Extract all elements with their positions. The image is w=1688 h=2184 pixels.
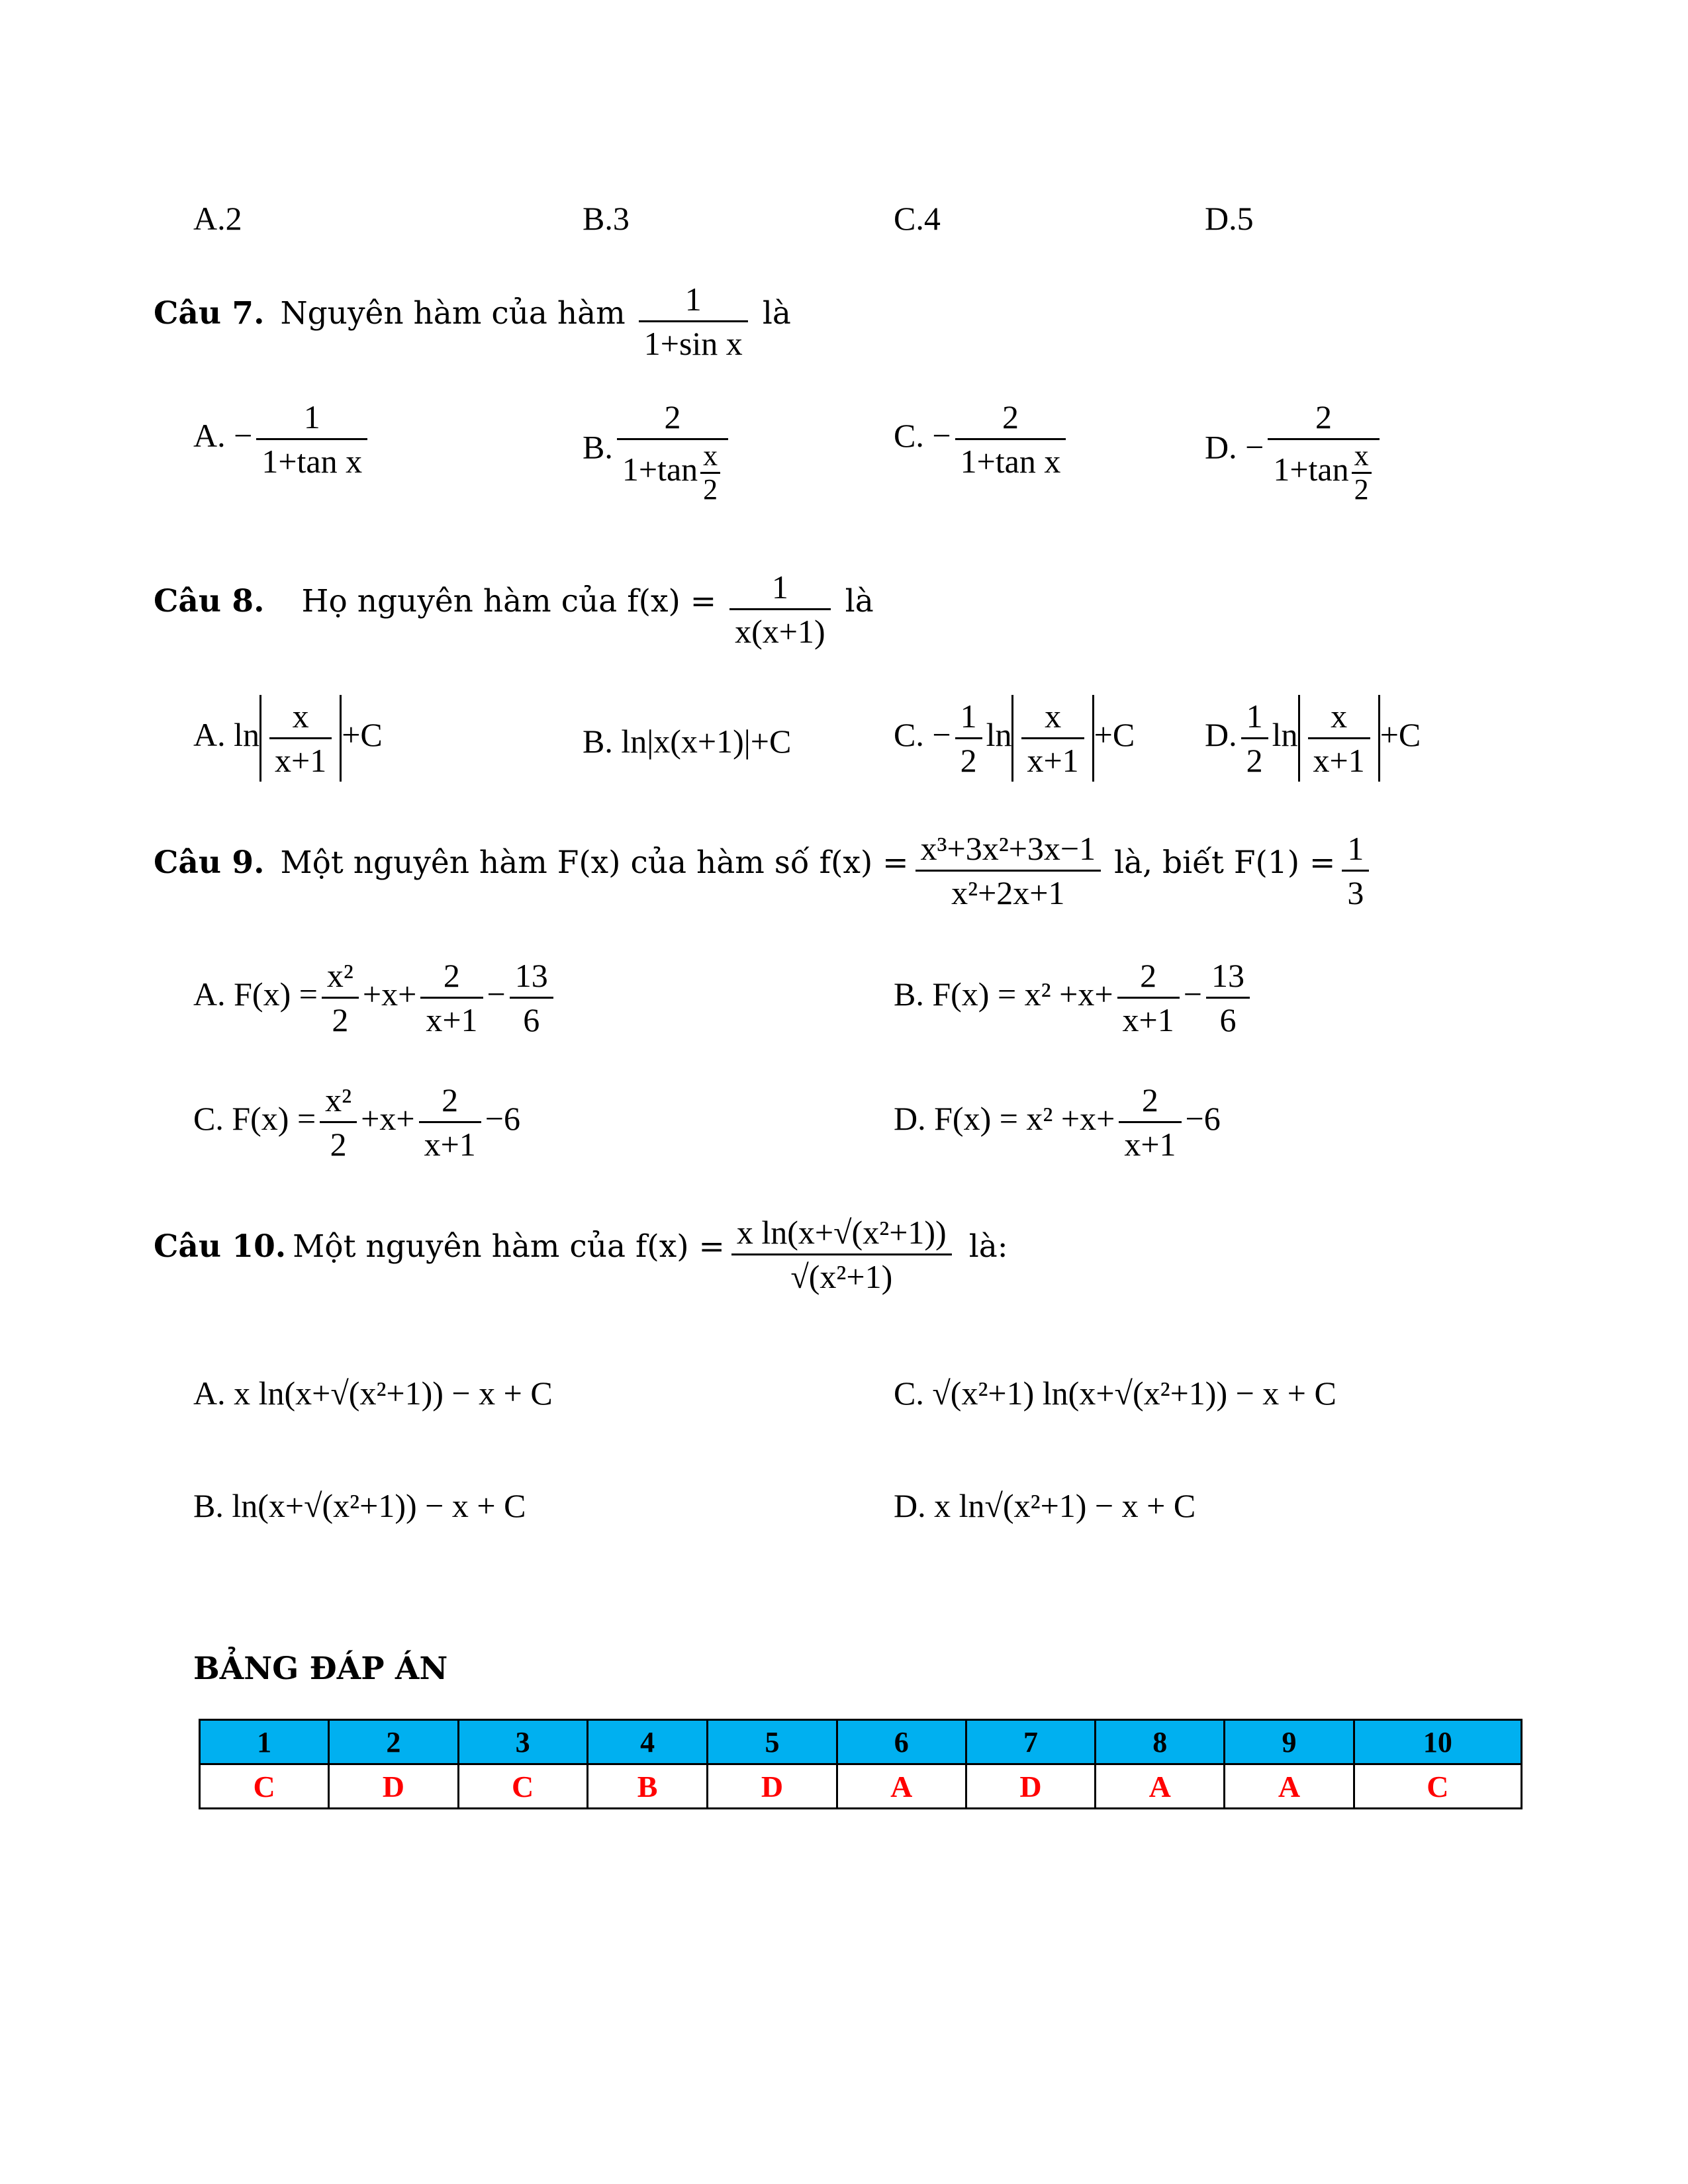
q6-option-c: C.4 (894, 200, 941, 237)
denominator: 2 (700, 472, 720, 506)
question-tail: là (845, 583, 874, 620)
denominator: √(x²+1) (731, 1253, 952, 1298)
option-tail: −6 (1185, 1099, 1221, 1137)
term-fraction (510, 954, 553, 1041)
question-number-cell: 1 (200, 1720, 329, 1764)
numerator: 2 (442, 1081, 459, 1118)
q7-fraction (639, 278, 748, 365)
option-prefix: A. − (193, 416, 253, 454)
numerator: 2 (664, 398, 681, 435)
question-number-cell: 2 (329, 1720, 458, 1764)
option-prefix: C. − (894, 715, 951, 753)
q9-option-a (193, 954, 557, 1041)
denominator: 2 (322, 997, 359, 1041)
q8-option-b: B. ln|x(x+1)|+C (583, 723, 792, 760)
question-number-cell: 4 (587, 1720, 708, 1764)
numerator: x (1331, 698, 1348, 735)
question-7 (154, 278, 791, 365)
option-sign: − (1183, 975, 1202, 1013)
absolute-value (1298, 695, 1380, 782)
option-prefix: D. F(x) = x² +x+ (894, 1099, 1115, 1137)
answer-cell: D (966, 1764, 1095, 1809)
question-9 (154, 827, 1373, 914)
numerator: x (1045, 698, 1062, 735)
option-prefix: B. (583, 428, 613, 466)
absolute-value (1011, 695, 1094, 782)
option-tail: −6 (485, 1099, 520, 1137)
q9-option-d (894, 1079, 1221, 1165)
answer-table-header-row (200, 1720, 1522, 1764)
q6-option-a: A.2 (193, 200, 242, 237)
numerator: 13 (1211, 957, 1244, 994)
q7-option-a (193, 396, 371, 482)
option-prefix: C. F(x) = (193, 1099, 316, 1137)
numerator: 2 (1140, 957, 1157, 994)
answer-cell: D (329, 1764, 458, 1809)
q9-condition-fraction (1342, 827, 1369, 914)
option-mid: +x+ (362, 975, 417, 1013)
answer-cell: C (1354, 1764, 1521, 1809)
denominator: x+1 (269, 737, 332, 782)
numerator: 1 (684, 281, 702, 318)
denominator: 2 (1352, 472, 1372, 506)
denominator: x+1 (419, 1121, 481, 1165)
denominator: x²+2x+1 (915, 870, 1102, 914)
numerator: 1 (1246, 698, 1263, 735)
numerator: 2 (1141, 1081, 1158, 1118)
coefficient-fraction (1241, 695, 1268, 782)
denominator: 3 (1342, 870, 1369, 914)
denominator: 1+sin x (639, 320, 748, 365)
q10-option-b: B. ln(x+√(x²+1)) − x + C (193, 1487, 526, 1524)
option-fraction (1268, 396, 1379, 506)
option-prefix: B. F(x) = x² +x+ (894, 975, 1113, 1013)
denominator: 1+tan x (955, 438, 1066, 482)
numerator: 1 (1347, 830, 1364, 867)
numerator: x (1354, 439, 1369, 472)
question-number-cell: 5 (708, 1720, 837, 1764)
absolute-value (259, 695, 342, 782)
q10-option-a: A. x ln(x+√(x²+1)) − x + C (193, 1375, 553, 1412)
option-tail: +C (1380, 715, 1421, 753)
numerator: x² (325, 1081, 352, 1118)
denominator: x(x+1) (729, 608, 831, 653)
q8-fraction (729, 566, 831, 653)
q7-option-c (894, 396, 1070, 482)
q9-fraction (915, 827, 1102, 914)
denominator: 1+tan x (256, 438, 367, 482)
question-text: Một nguyên hàm F(x) của hàm số f(x) = (280, 844, 909, 882)
q8-option-a (193, 695, 383, 782)
denominator: 6 (510, 997, 553, 1041)
answer-cell: A (1096, 1764, 1225, 1809)
nested-fraction (700, 440, 720, 506)
denominator: x+1 (1308, 737, 1370, 782)
numerator: x ln(x+√(x²+1)) (736, 1214, 947, 1251)
answer-table (199, 1719, 1523, 1809)
denominator: x+1 (1119, 1121, 1181, 1165)
question-text: Nguyên hàm của hàm (280, 295, 626, 332)
question-text: Một nguyên hàm của f(x) = (293, 1228, 725, 1265)
question-number-cell: 9 (1225, 1720, 1354, 1764)
question-number-cell: 10 (1354, 1720, 1521, 1764)
option-prefix: D. − (1205, 428, 1264, 466)
option-prefix: C. − (894, 416, 951, 454)
numerator: 2 (1315, 398, 1332, 435)
option-prefix: A. ln (193, 715, 259, 753)
question-10 (154, 1211, 1008, 1298)
option-fraction (269, 695, 332, 782)
numerator: x² (326, 957, 353, 994)
question-tail: là (762, 295, 791, 332)
numerator: x³+3x²+3x−1 (920, 830, 1096, 867)
question-label: Câu 7. (154, 295, 265, 332)
option-fraction (955, 396, 1066, 482)
q8-option-c (894, 695, 1135, 782)
answer-table-title: BẢNG ĐÁP ÁN (193, 1651, 448, 1687)
answer-cell: C (458, 1764, 587, 1809)
denominator: 2 (1241, 737, 1268, 782)
term-fraction (1119, 1079, 1181, 1165)
term-fraction (322, 954, 359, 1041)
question-label: Câu 9. (154, 844, 265, 882)
q10-fraction (731, 1211, 952, 1298)
denominator: 2 (320, 1121, 357, 1165)
question-label: Câu 8. (154, 583, 265, 620)
answer-cell: C (200, 1764, 329, 1809)
denominator (617, 438, 728, 506)
question-text: Họ nguyên hàm của f(x) = (301, 583, 717, 620)
answer-cell: A (837, 1764, 966, 1809)
denominator: x+1 (420, 997, 483, 1041)
q7-option-b (583, 396, 732, 506)
option-fraction (1021, 695, 1084, 782)
term-fraction (420, 954, 483, 1041)
question-number-cell: 3 (458, 1720, 587, 1764)
q6-option-d: D.5 (1205, 200, 1254, 237)
answer-table-answer-row (200, 1764, 1522, 1809)
denominator: 2 (955, 737, 982, 782)
numerator: 2 (443, 957, 460, 994)
ln-text: ln (986, 715, 1012, 753)
option-tail: +C (342, 715, 383, 753)
option-prefix: A. F(x) = (193, 975, 318, 1013)
option-fraction (1308, 695, 1370, 782)
numerator: 2 (1002, 398, 1019, 435)
den-text: 1+tan (622, 450, 698, 488)
question-label: Câu 10. (154, 1228, 287, 1265)
q9-option-b (894, 954, 1254, 1041)
ln-text: ln (1272, 715, 1298, 753)
q8-option-d (1205, 695, 1421, 782)
denominator: 6 (1206, 997, 1250, 1041)
option-tail: +C (1094, 715, 1135, 753)
question-number-cell: 8 (1096, 1720, 1225, 1764)
answer-cell: A (1225, 1764, 1354, 1809)
numerator: x (292, 698, 309, 735)
numerator: 13 (514, 957, 548, 994)
term-fraction (419, 1079, 481, 1165)
numerator: 1 (771, 569, 788, 606)
denominator: x+1 (1021, 737, 1084, 782)
q7-option-d (1205, 396, 1383, 506)
denominator (1268, 438, 1379, 506)
q10-option-c: C. √(x²+1) ln(x+√(x²+1)) − x + C (894, 1375, 1336, 1412)
q10-option-d: D. x ln√(x²+1) − x + C (894, 1487, 1196, 1524)
question-number-cell: 6 (837, 1720, 966, 1764)
numerator: 1 (303, 398, 320, 435)
q9-option-c (193, 1079, 520, 1165)
option-mid: +x+ (361, 1099, 415, 1137)
option-sign: − (487, 975, 506, 1013)
den-text: 1+tan (1273, 450, 1349, 488)
option-prefix: D. (1205, 715, 1237, 753)
numerator: 1 (960, 698, 977, 735)
answer-cell: B (587, 1764, 708, 1809)
answer-cell: D (708, 1764, 837, 1809)
option-fraction (617, 396, 728, 506)
question-8 (154, 566, 874, 653)
question-mid: là, biết F(1) = (1114, 844, 1336, 882)
nested-fraction (1352, 440, 1372, 506)
denominator: x+1 (1117, 997, 1180, 1041)
q6-option-b: B.3 (583, 200, 630, 237)
term-fraction (320, 1079, 357, 1165)
question-number-cell: 7 (966, 1720, 1095, 1764)
option-fraction (256, 396, 367, 482)
question-tail: là: (968, 1228, 1008, 1265)
coefficient-fraction (955, 695, 982, 782)
term-fraction (1117, 954, 1180, 1041)
numerator: x (703, 439, 718, 472)
term-fraction (1206, 954, 1250, 1041)
